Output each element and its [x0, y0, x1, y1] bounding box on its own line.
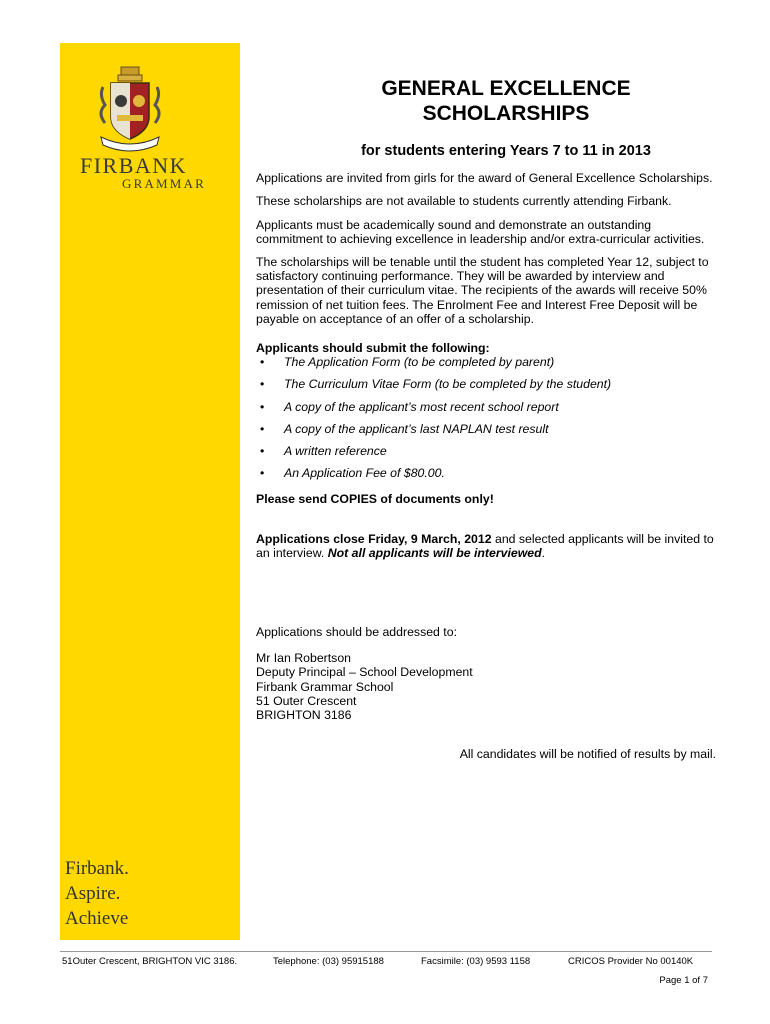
- address-line: BRIGHTON 3186: [256, 708, 352, 723]
- tagline-line-2: Aspire.: [65, 883, 121, 904]
- paragraph-criteria: Applicants must be academically sound and demonstrate an outstanding commitment to achieving excellence in leadership and/or extra-curricular activities.: [256, 217, 705, 246]
- list-item: [256, 355, 716, 369]
- requirement-text: An Application Fee of $80.00.: [284, 466, 445, 481]
- paragraph-tenure: The scholarships will be tenable until the student has completed Year 12, subject to satisfactory continuing performance. They will be awarded by interview and presentation of their curriculum vitae. The recipients of the awards will receive 50% remission of net tuition fees. The Enrolment Fee and Interest Free Deposit will be payable on acceptance of an offer of a scholarship.: [256, 255, 709, 326]
- bullet-icon: •: [260, 421, 265, 436]
- list-item: [256, 377, 716, 391]
- list-item: [256, 422, 716, 436]
- footer-cricos: CRICOS Provider No 00140K: [568, 956, 694, 967]
- address-line: Mr Ian Robertson: [256, 651, 352, 666]
- bullet-icon: •: [260, 355, 265, 370]
- footer-facsimile: Facsimile: (03) 9593 1158: [421, 956, 531, 967]
- title-line-1: GENERAL EXCELLENCE: [381, 77, 631, 100]
- list-item: [256, 466, 716, 480]
- paragraph-invitation: Applications are invited from girls for the award of General Excellence Scholarships.: [256, 171, 713, 186]
- footer-divider: [60, 951, 712, 952]
- closing-text: and selected applicants will be invited to an interview.: [256, 531, 714, 560]
- requirement-text: A copy of the applicant’s last NAPLAN test result: [284, 421, 549, 436]
- bullet-icon: •: [260, 444, 265, 459]
- brand-name-grammar: GRAMMAR: [122, 176, 207, 191]
- tagline-line-3: Achieve: [65, 908, 129, 929]
- closing-paragraph: [256, 532, 716, 560]
- requirement-text: The Application Form (to be completed by parent): [284, 355, 555, 370]
- closing-emphasis: Not all applicants will be interviewed: [327, 545, 542, 560]
- notification-note: All candidates will be notified of results by mail.: [459, 747, 716, 762]
- address-line: Deputy Principal – School Development: [256, 665, 473, 680]
- list-item: [256, 400, 716, 414]
- requirement-text: A written reference: [284, 444, 387, 459]
- paragraph-eligibility: These scholarships are not available to students currently attending Firbank.: [256, 194, 672, 209]
- title-line-2: SCHOLARSHIPS: [422, 102, 590, 125]
- address-line: Firbank Grammar School: [256, 679, 394, 694]
- requirements-heading: Applicants should submit the following:: [256, 341, 490, 356]
- document-body: [256, 76, 716, 761]
- bullet-icon: •: [260, 399, 265, 414]
- document-subtitle: for students entering Years 7 to 11 in 2013: [361, 143, 651, 159]
- brand-name-firbank: FIRBANK: [80, 153, 188, 178]
- address-intro: Applications should be addressed to:: [256, 625, 457, 640]
- bullet-icon: •: [260, 377, 265, 392]
- school-crest-icon: [95, 65, 165, 155]
- page-number: Page 1 of 7: [659, 975, 708, 986]
- requirement-text: A copy of the applicant’s most recent school report: [284, 399, 559, 414]
- bullet-icon: •: [260, 466, 265, 481]
- requirements-list: [256, 355, 716, 480]
- footer-telephone: Telephone: (03) 95915188: [273, 956, 384, 967]
- footer-address: 51Outer Crescent, BRIGHTON VIC 3186.: [62, 956, 238, 967]
- requirement-text: The Curriculum Vitae Form (to be completed by the student): [284, 377, 612, 392]
- closing-date: Applications close Friday, 9 March, 2012: [256, 531, 492, 546]
- copies-note: Please send COPIES of documents only!: [256, 492, 494, 507]
- tagline-line-1: Firbank.: [65, 858, 129, 879]
- closing-end: .: [541, 545, 546, 560]
- sidebar-tagline: [65, 856, 129, 931]
- address-line: 51 Outer Crescent: [256, 693, 357, 708]
- document-title: [256, 76, 716, 126]
- list-item: [256, 444, 716, 458]
- address-block: [256, 651, 716, 722]
